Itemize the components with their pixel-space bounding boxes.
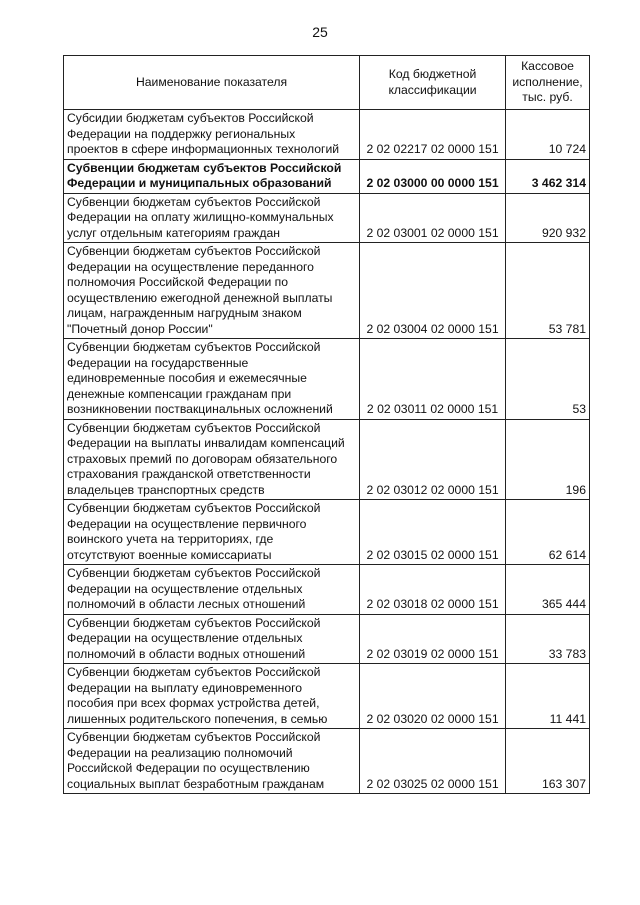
- header-name-label: Наименование показателя: [135, 74, 288, 89]
- indicator-name-cell: Субвенции бюджетам субъектов Российской Федерации и муниципальных образований: [64, 159, 360, 193]
- indicator-name-cell: Субсидии бюджетам субъектов Российской Федерации на поддержку региональных проектов в сфере информационных технологий: [64, 110, 360, 160]
- page-number: 25: [312, 24, 328, 40]
- table-row: [64, 419, 590, 500]
- table-row: [64, 565, 590, 615]
- indicator-name-cell: Субвенции бюджетам субъектов Российской Федерации на осуществление переданного полномочия Российской Федерации по осуществлению ежегодной денежной выплаты лицам, награжденным нагрудным знаком "Почетный донор России": [64, 243, 360, 339]
- header-name: [64, 56, 360, 110]
- budget-code-cell: 2 02 03018 02 0000 151: [360, 565, 506, 615]
- amount-cell: 53 781: [506, 243, 590, 339]
- header-amount: [506, 56, 590, 110]
- indicator-name-cell: Субвенции бюджетам субъектов Российской Федерации на осуществление отдельных полномочий в области лесных отношений: [64, 565, 360, 615]
- table-row: [64, 243, 590, 339]
- table-row: [64, 110, 590, 160]
- indicator-name-cell: Субвенции бюджетам субъектов Российской Федерации на государственные единовременные пособия и ежемесячные денежные компенсации гражданам при возникновении поствакцинальных осложнений: [64, 339, 360, 420]
- amount-cell: 365 444: [506, 565, 590, 615]
- table-row: [64, 729, 590, 794]
- amount-cell: 3 462 314: [506, 159, 590, 193]
- header-code-label: Код бюджетной классификации: [388, 67, 477, 97]
- table-row: [64, 614, 590, 664]
- table-body: [64, 110, 590, 794]
- table-row: [64, 159, 590, 193]
- amount-cell: 33 783: [506, 614, 590, 664]
- table-row: [64, 339, 590, 420]
- budget-code-cell: 2 02 02217 02 0000 151: [360, 110, 506, 160]
- header-amount-label: Кассовое исполнение, тыс. руб.: [512, 59, 583, 105]
- amount-cell: 163 307: [506, 729, 590, 794]
- amount-cell: 62 614: [506, 500, 590, 565]
- indicator-name-cell: Субвенции бюджетам субъектов Российской Федерации на осуществление первичного воинского учета на территориях, где отсутствуют военные комиссариаты: [64, 500, 360, 565]
- budget-code-cell: 2 02 03012 02 0000 151: [360, 419, 506, 500]
- table-row: [64, 193, 590, 243]
- table-header-row: [64, 56, 590, 110]
- amount-cell: 920 932: [506, 193, 590, 243]
- indicator-name-cell: Субвенции бюджетам субъектов Российской Федерации на выплату единовременного пособия при всех формах устройства детей, лишенных родительского попечения, в семью: [64, 664, 360, 729]
- budget-code-cell: 2 02 03004 02 0000 151: [360, 243, 506, 339]
- amount-cell: 10 724: [506, 110, 590, 160]
- table-row: [64, 500, 590, 565]
- budget-code-cell: 2 02 03011 02 0000 151: [360, 339, 506, 420]
- indicator-name-cell: Субвенции бюджетам субъектов Российской Федерации на выплаты инвалидам компенсаций страховых премий по договорам обязательного страхования гражданской ответственности владельцев транспортных средств: [64, 419, 360, 500]
- budget-code-cell: 2 02 03020 02 0000 151: [360, 664, 506, 729]
- budget-code-cell: 2 02 03019 02 0000 151: [360, 614, 506, 664]
- amount-cell: 196: [506, 419, 590, 500]
- budget-execution-table: [63, 55, 590, 794]
- budget-code-cell: 2 02 03025 02 0000 151: [360, 729, 506, 794]
- amount-cell: 11 441: [506, 664, 590, 729]
- table-row: [64, 664, 590, 729]
- indicator-name-cell: Субвенции бюджетам субъектов Российской Федерации на осуществление отдельных полномочий в области водных отношений: [64, 614, 360, 664]
- budget-code-cell: 2 02 03001 02 0000 151: [360, 193, 506, 243]
- budget-code-cell: 2 02 03000 00 0000 151: [360, 159, 506, 193]
- indicator-name-cell: Субвенции бюджетам субъектов Российской Федерации на реализацию полномочий Российской Федерации по осуществлению социальных выплат безработным гражданам: [64, 729, 360, 794]
- indicator-name-cell: Субвенции бюджетам субъектов Российской Федерации на оплату жилищно-коммунальных услуг отдельным категориям граждан: [64, 193, 360, 243]
- budget-code-cell: 2 02 03015 02 0000 151: [360, 500, 506, 565]
- amount-cell: 53: [506, 339, 590, 420]
- header-code: [360, 56, 506, 110]
